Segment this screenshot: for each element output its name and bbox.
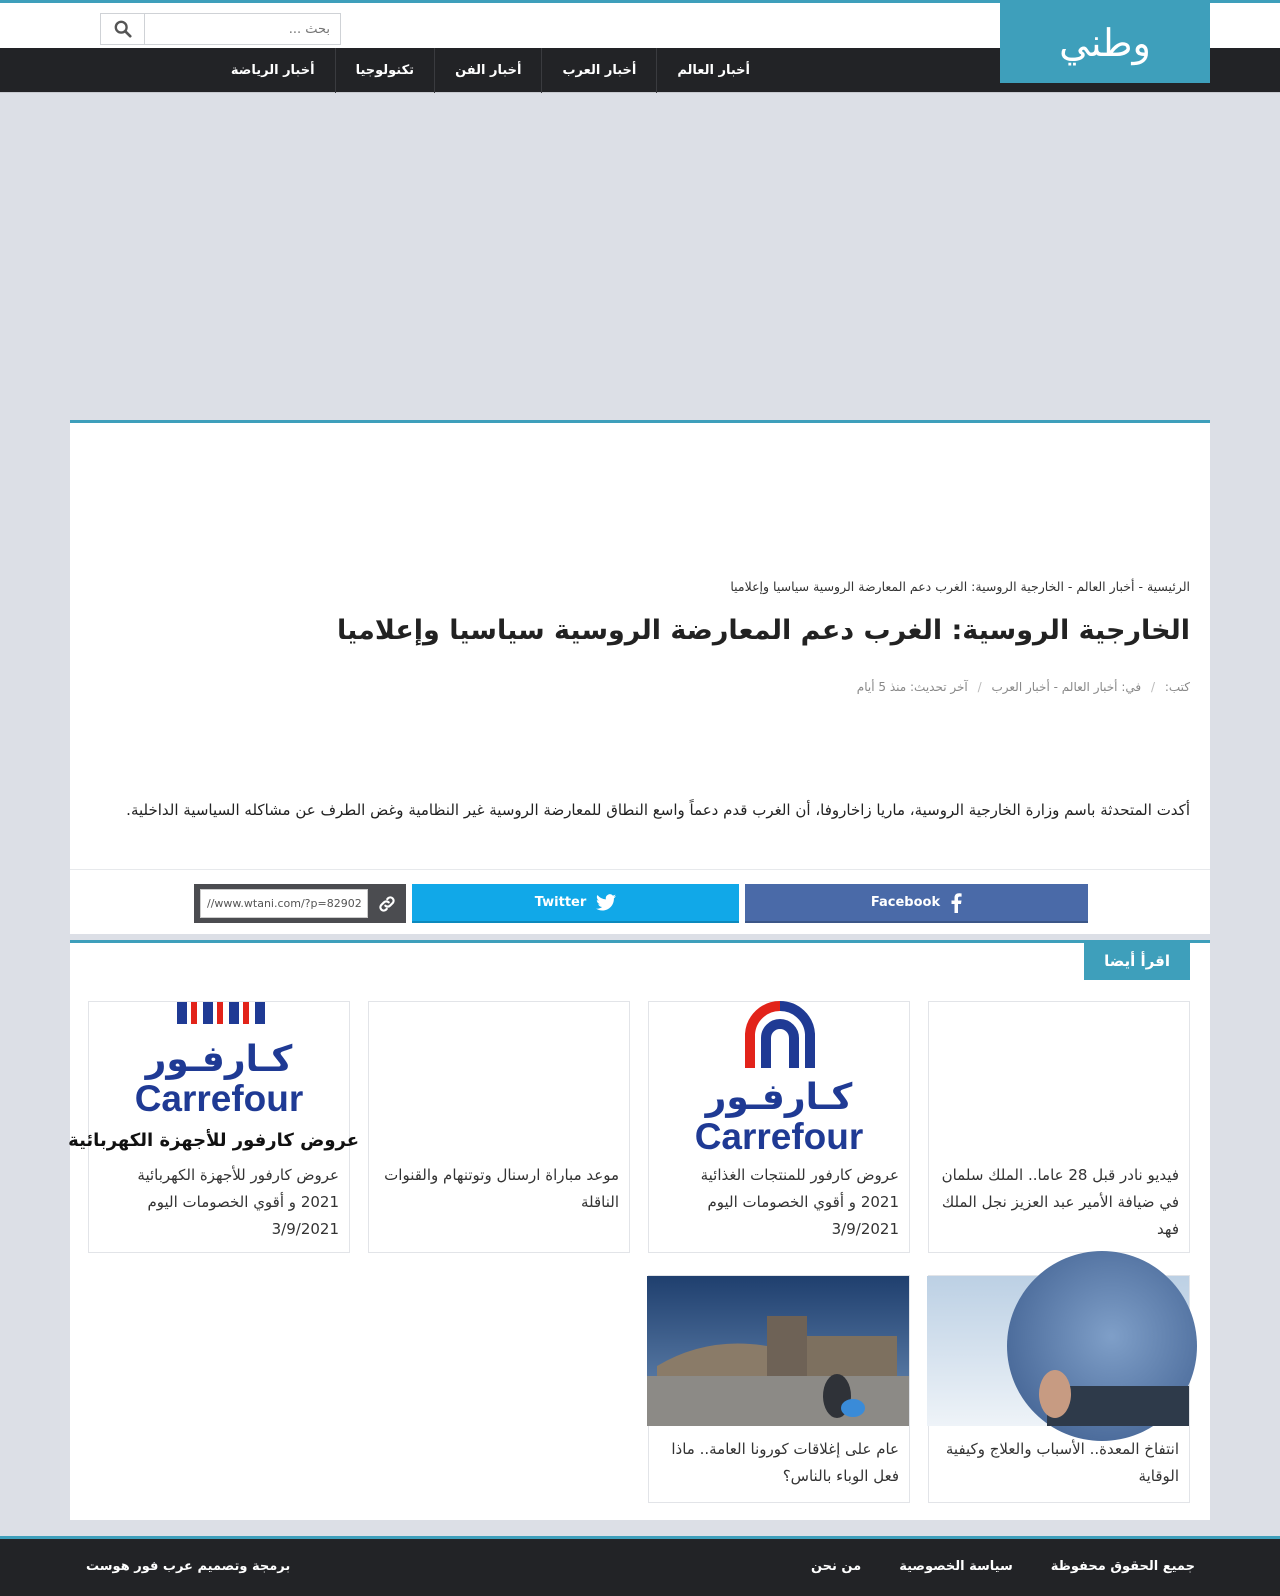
carrefour-english-wordmark: Carrefour bbox=[694, 1116, 864, 1157]
carrefour-promo-caption: عروض كارفور للأجهزة الكهربائية bbox=[68, 1130, 359, 1151]
meta-divider: / bbox=[977, 680, 982, 694]
search-form bbox=[100, 13, 341, 45]
article-body: أكدت المتحدثة باسم وزارة الخارجية الروسية، ماريا زاخاروفا، أن الغرب قدم دعماً واسع النطاق للمعارضة الروسية غير النظامية وغض الطرف عن مشاكله السياسية الداخلية. bbox=[126, 801, 1190, 819]
search-input[interactable] bbox=[145, 14, 340, 44]
carrefour-english-wordmark: Carrefour bbox=[134, 1078, 304, 1119]
related-card[interactable] bbox=[648, 1001, 910, 1253]
footer-about-link[interactable]: من نحن bbox=[810, 1559, 862, 1574]
site-footer bbox=[0, 1536, 1280, 1596]
related-thumbnail-blank bbox=[369, 1002, 629, 1152]
nav-list bbox=[211, 48, 770, 93]
breadcrumb-section[interactable]: أخبار العالم bbox=[1076, 579, 1135, 594]
breadcrumb-separator: - bbox=[1067, 579, 1073, 594]
updated-label: آخر تحديث: bbox=[910, 680, 968, 694]
article-title: الخارجية الروسية: الغرب دعم المعارضة الروسية سياسيا وإعلاميا bbox=[336, 615, 1190, 646]
related-title[interactable]: فيديو نادر قبل 28 عاما.. الملك سلمان في ضيافة الأمير عبد العزيز نجل الملك فهد bbox=[941, 1166, 1179, 1238]
carrefour-stripes-icon bbox=[177, 1002, 267, 1024]
carrefour-mark-icon bbox=[740, 1004, 820, 1068]
related-card[interactable] bbox=[928, 1001, 1190, 1253]
facebook-icon bbox=[950, 893, 962, 913]
twitter-share-button[interactable] bbox=[412, 884, 739, 923]
stomach-photo-illustration bbox=[927, 1276, 1189, 1426]
updated-value: منذ 5 أيام bbox=[856, 680, 907, 694]
short-link-input[interactable] bbox=[200, 889, 368, 918]
related-thumbnail-blank bbox=[929, 1002, 1189, 1152]
article-card bbox=[70, 420, 1210, 934]
article-meta bbox=[857, 680, 1190, 694]
facebook-share-label: Facebook bbox=[870, 895, 941, 910]
breadcrumb-home[interactable]: الرئيسية bbox=[1146, 579, 1190, 594]
search-button[interactable] bbox=[101, 14, 145, 44]
nav-item-technology[interactable]: تكنولوجيا bbox=[335, 48, 435, 93]
related-title[interactable]: عروض كارفور للمنتجات الغذائية 2021 و أقوي الخصومات اليوم 3/9/2021 bbox=[700, 1166, 899, 1238]
bloating-photo bbox=[929, 1276, 1189, 1426]
meta-divider: / bbox=[1150, 680, 1155, 694]
facebook-share-button[interactable] bbox=[745, 884, 1088, 923]
meta-category-world[interactable]: أخبار العالم bbox=[1061, 680, 1118, 694]
meta-category-arab[interactable]: أخبار العرب bbox=[991, 680, 1050, 694]
nav-item-sports-news[interactable]: أخبار الرياضة bbox=[230, 63, 315, 78]
twitter-share-label: Twitter bbox=[534, 895, 587, 910]
footer-links bbox=[773, 1559, 1195, 1574]
twitter-icon bbox=[596, 894, 616, 911]
related-heading: اقرأ أيضا bbox=[1084, 943, 1190, 980]
nav-item-art-news[interactable]: أخبار الفن bbox=[434, 48, 541, 93]
footer-credit[interactable]: برمجة وتصميم عرب فور هوست bbox=[86, 1559, 291, 1574]
in-label: في: bbox=[1121, 680, 1142, 694]
related-title[interactable]: عام على إغلاقات كورونا العامة.. ماذا فعل الوباء بالناس؟ bbox=[671, 1440, 899, 1485]
nav-item-arab-news[interactable]: أخبار العرب bbox=[541, 48, 656, 93]
related-title[interactable]: عروض كارفور للأجهزة الكهربائية 2021 و أقوي الخصومات اليوم 3/9/2021 bbox=[137, 1166, 339, 1238]
footer-copyright: جميع الحقوق محفوظة bbox=[1050, 1559, 1195, 1574]
carrefour-electronics-image bbox=[68, 1002, 359, 1152]
carrefour-arabic-wordmark: كـارفـور bbox=[145, 1039, 293, 1080]
breadcrumb-current: الخارجية الروسية: الغرب دعم المعارضة الروسية سياسيا وإعلاميا bbox=[730, 579, 1064, 594]
colosseum-photo-illustration bbox=[647, 1276, 909, 1426]
related-card[interactable] bbox=[368, 1001, 630, 1253]
related-card[interactable] bbox=[68, 1001, 359, 1253]
share-bar bbox=[70, 869, 1210, 934]
related-articles bbox=[70, 940, 1210, 1520]
meta-category-separator: - bbox=[1053, 680, 1058, 694]
link-icon[interactable] bbox=[368, 884, 406, 923]
nav-item-world-news[interactable]: أخبار العالم bbox=[656, 48, 770, 93]
author-label: كتب: bbox=[1164, 680, 1190, 694]
search-icon bbox=[114, 20, 132, 38]
breadcrumb bbox=[730, 579, 1190, 594]
logo-text: وطني bbox=[1059, 21, 1151, 65]
related-card[interactable] bbox=[648, 1275, 910, 1503]
footer-privacy-link[interactable]: سياسة الخصوصية bbox=[899, 1559, 1013, 1574]
carrefour-logo-image bbox=[649, 1002, 909, 1157]
colosseum-photo bbox=[649, 1276, 909, 1426]
breadcrumb-separator: - bbox=[1138, 579, 1143, 594]
carrefour-arabic-wordmark: كـارفـور bbox=[705, 1077, 853, 1118]
related-card[interactable] bbox=[928, 1275, 1190, 1503]
related-title[interactable]: انتفاخ المعدة.. الأسباب والعلاج وكيفية الوقاية bbox=[945, 1440, 1179, 1485]
related-title[interactable]: موعد مباراة ارسنال وتوتنهام والقنوات الناقلة bbox=[384, 1166, 619, 1211]
site-logo[interactable] bbox=[1000, 3, 1210, 83]
short-link-box bbox=[194, 884, 406, 923]
